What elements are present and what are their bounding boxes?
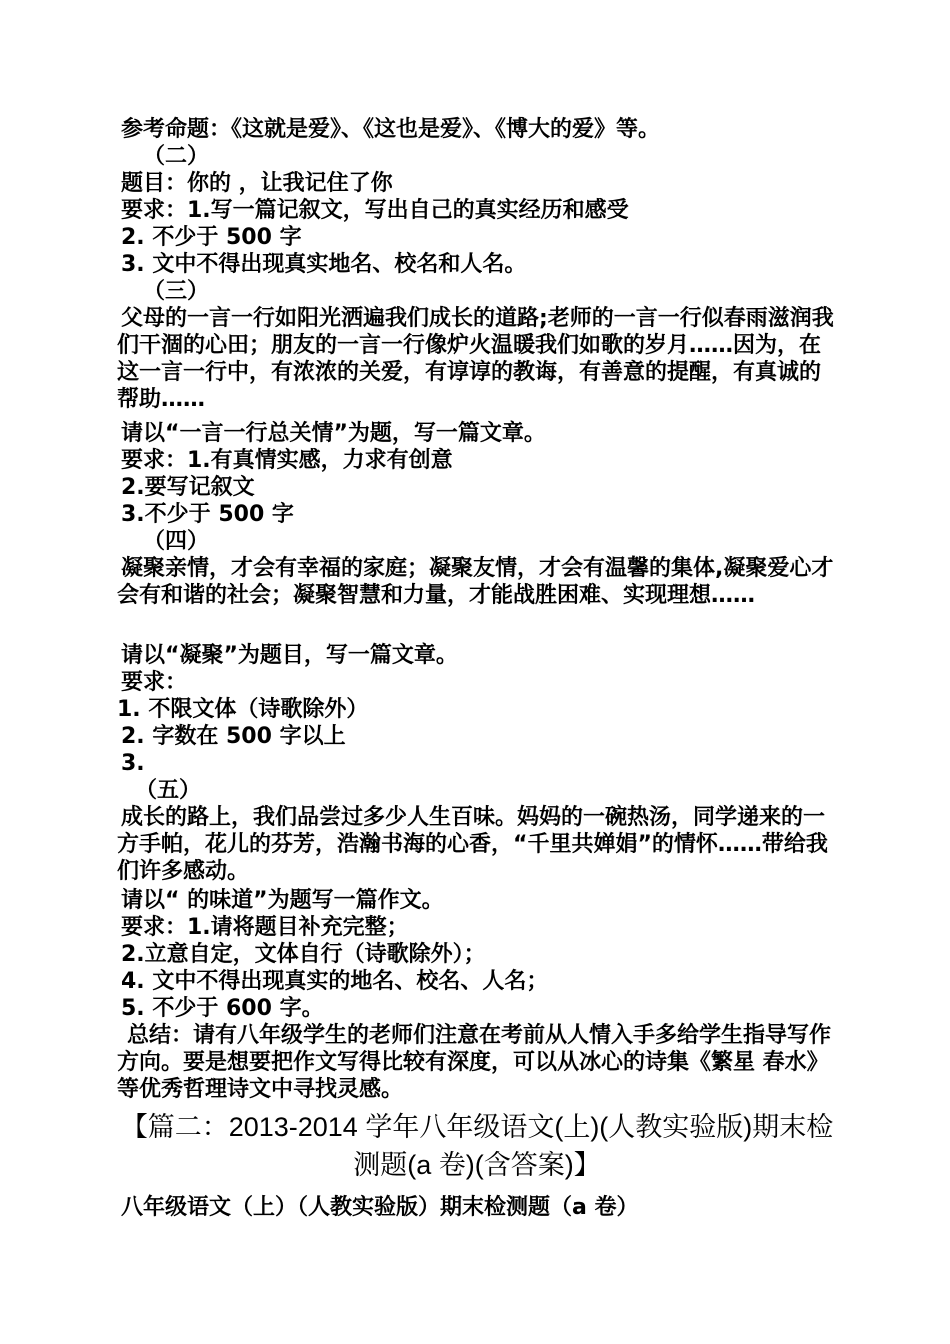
section-2-req-3: 3. 文中不得出现真实地名、校名和人名。 bbox=[121, 252, 527, 277]
section-4-req-3: 3. bbox=[121, 751, 145, 776]
section-label-4: （四） bbox=[143, 529, 210, 554]
section-label-2: （二） bbox=[143, 144, 210, 169]
section-5-req-5: 5. 不少于 600 字。 bbox=[121, 996, 324, 1021]
section-label-3: （三） bbox=[143, 279, 210, 304]
summary-paragraph: 总结：请有八年级学生的老师们注意在考前从人情入手多给学生指导写作方向。要是想要把作文写得比较有深度，可以从冰心的诗集《繁星 春水》等优秀哲理诗文中寻找灵感。 bbox=[117, 1023, 832, 1102]
reference-topics: 参考命题：《这就是爱》、《这也是爱》、《博大的爱》等。 bbox=[121, 117, 661, 142]
section-5-prompt: 请以“ 的味道”为题写一篇作文。 bbox=[121, 888, 444, 913]
section-4-req-1: 1. 不限文体（诗歌除外） bbox=[117, 697, 369, 722]
section-3-paragraph: 父母的一言一行如阳光洒遍我们成长的道路;老师的一言一行似春雨滋润我们干涸的心田；朋友的一言一行像炉火温暖我们如歌的岁月……因为，在这一言一行中，有浓浓的关爱，有谆谆的教诲，有善意的提醒，有真诚的帮助…… bbox=[117, 306, 834, 412]
section-2-title: 题目：你的 ，让我记住了你 bbox=[121, 171, 393, 196]
part-2-title: 八年级语文（上）（人教实验版）期末检测题（a 卷） bbox=[121, 1195, 639, 1220]
section-5-req-2: 2.立意自定，文体自行（诗歌除外）； bbox=[121, 942, 486, 967]
section-4-req-2: 2. 字数在 500 字以上 bbox=[121, 724, 346, 749]
section-2-req-1: 要求：1.写一篇记叙文，写出自己的真实经历和感受 bbox=[121, 198, 629, 223]
section-4-paragraph: 凝聚亲情，才会有幸福的家庭；凝聚友情，才会有温馨的集体,凝聚爱心才会有和谐的社会；凝聚智慧和力量，才能战胜困难、实现理想…… bbox=[117, 556, 834, 608]
section-2-req-2: 2. 不少于 500 字 bbox=[121, 225, 302, 250]
section-3-req-3: 3.不少于 500 字 bbox=[121, 502, 294, 527]
section-label-5: （五） bbox=[135, 778, 202, 803]
section-3-prompt: 请以“一言一行总关情”为题，写一篇文章。 bbox=[121, 421, 546, 446]
section-5-req-4: 4. 文中不得出现真实的地名、校名、人名； bbox=[121, 969, 549, 994]
section-4-req-label: 要求： bbox=[121, 670, 188, 695]
section-5-paragraph: 成长的路上，我们品尝过多少人生百味。妈妈的一碗热汤，同学递来的一方手帕，花儿的芬芳，浩瀚书海的心香，“千里共婵娟”的情怀……带给我们许多感动。 bbox=[117, 805, 828, 884]
section-4-prompt: 请以“凝聚”为题目，写一篇文章。 bbox=[121, 643, 458, 668]
section-5-req-1: 要求：1.请将题目补充完整； bbox=[121, 915, 409, 940]
section-3-req-2: 2.要写记叙文 bbox=[121, 475, 255, 500]
part-2-heading: 【篇二：2013-2014 学年八年级语文(上)(人教实验版)期末检测题(a 卷)(含答案)】 bbox=[120, 1112, 834, 1180]
section-3-req-1: 要求：1.有真情实感，力求有创意 bbox=[121, 448, 453, 473]
